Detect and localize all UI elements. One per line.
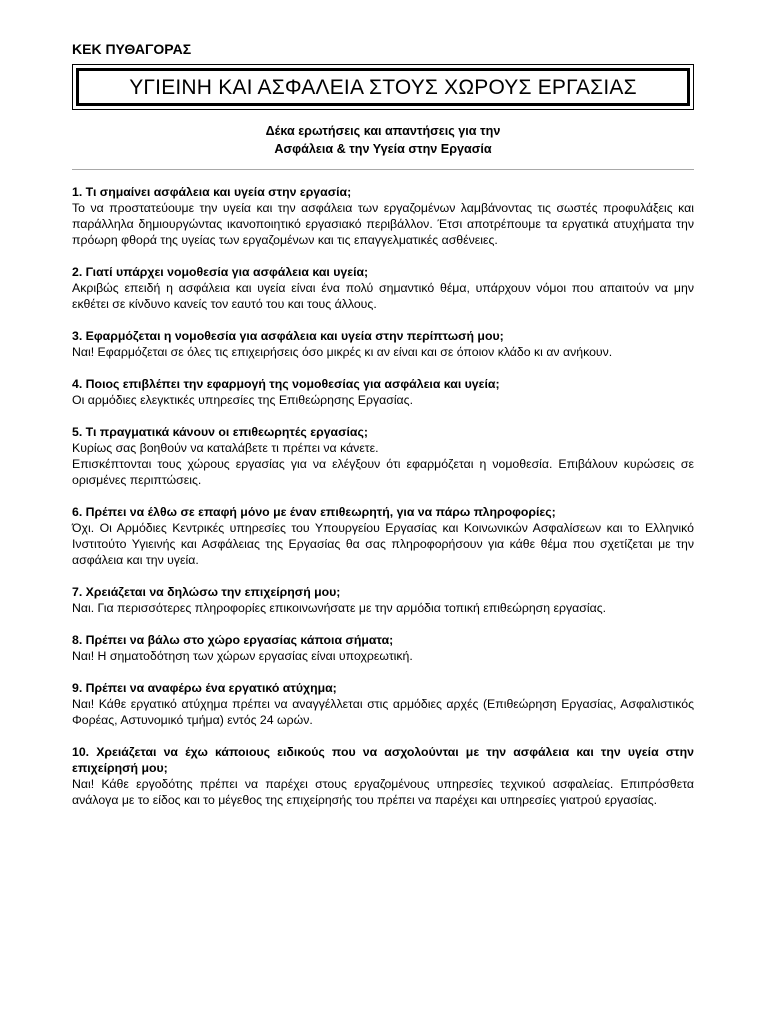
qa-item xyxy=(72,680,694,728)
question: 1. Τι σημαίνει ασφάλεια και υγεία στην εργασία; xyxy=(72,185,352,199)
subtitle-line-1: Δέκα ερωτήσεις και απαντήσεις για την xyxy=(265,124,501,138)
qa-item xyxy=(72,424,694,488)
qa-item xyxy=(72,184,694,248)
question: 3. Εφαρμόζεται η νομοθεσία για ασφάλεια και υγεία στην περίπτωσή μου; xyxy=(72,329,504,343)
answer: Ναι! Κάθε εργοδότης πρέπει να παρέχει στους εργαζομένους υπηρεσίες τεχνικού ασφαλείας. Επιπρόσθετα ανάλογα με το είδος και το μέγεθος της επιχείρησής του πρέπει να παρέχει και υπηρεσίες γιατρού εργασίας. xyxy=(72,777,694,807)
question: 10. Χρειάζεται να έχω κάποιους ειδικούς που να ασχολούνται με την ασφάλεια και την υγεία στην επιχείρησή μου; xyxy=(72,745,694,775)
qa-item xyxy=(72,504,694,568)
subtitle xyxy=(72,122,694,158)
answer: Οι αρμόδιες ελεγκτικές υπηρεσίες της Επιθεώρησης Εργασίας. xyxy=(72,393,413,407)
answer: Ναι! Κάθε εργατικό ατύχημα πρέπει να αναγγέλλεται στις αρμόδιες αρχές (Επιθεώρηση Εργασίας, Ασφαλιστικός Φορέας, Αστυνομικό τμήμα) εντός 24 ωρών. xyxy=(72,697,694,727)
answer: Ακριβώς επειδή η ασφάλεια και υγεία είναι ένα πολύ σημαντικό θέμα, υπάρχουν νόμοι που απαιτούν να μην εκθέτει σε κίνδυνο κανείς τον εαυτό του και τους άλλους. xyxy=(72,281,694,311)
qa-item xyxy=(72,264,694,312)
question: 9. Πρέπει να αναφέρω ένα εργατικό ατύχημα; xyxy=(72,681,337,695)
title-box xyxy=(72,64,694,110)
answer: Ναι. Για περισσότερες πληροφορίες επικοινωνήσατε με την αρμόδια τοπική επιθεώρηση εργασίας. xyxy=(72,601,607,615)
section-divider xyxy=(72,169,694,170)
question: 7. Χρειάζεται να δηλώσω την επιχείρησή μου; xyxy=(72,585,341,599)
question: 8. Πρέπει να βάλω στο χώρο εργασίας κάποια σήματα; xyxy=(72,633,394,647)
question: 4. Ποιος επιβλέπει την εφαρμογή της νομοθεσίας για ασφάλεια και υγεία; xyxy=(72,377,500,391)
answer: Όχι. Οι Αρμόδιες Κεντρικές υπηρεσίες του Υπουργείου Εργασίας και Κοινωνικών Ασφαλίσεων και το Ελληνικό Ινστιτούτο Υγιεινής και Ασφάλειας της Εργασίας θα σας πληροφορήσουν για κάθε θέμα που σχετίζεται με την ασφάλεια και την υγεία. xyxy=(72,521,694,567)
page-content xyxy=(72,40,694,824)
answer: Ναι! Εφαρμόζεται σε όλες τις επιχειρήσεις όσο μικρές κι αν είναι και σε όποιον κλάδο κι αν ανήκουν. xyxy=(72,345,613,359)
subtitle-line-2: Ασφάλεια & την Υγεία στην Εργασία xyxy=(274,142,492,156)
question: 5. Τι πραγματικά κάνουν οι επιθεωρητές εργασίας; xyxy=(72,425,368,439)
answer: Το να προστατεύουμε την υγεία και την ασφάλεια των εργαζομένων λαμβάνοντας τις σωστές προφυλάξεις και παράλληλα δημιουργώντας ικανοποιητικό εργασιακό περιβάλλον. Έτσι αποτρέπουμε τα εργατικά ατυχήματα την πρόωρη φθορά της υγείας των εργαζομένων και τις επαγγελματικές ασθένειες. xyxy=(72,201,694,247)
qa-item xyxy=(72,584,694,616)
qa-list xyxy=(72,184,694,808)
answer: Ναι! Η σηματοδότηση των χώρων εργασίας είναι υποχρεωτική. xyxy=(72,649,413,663)
question: 6. Πρέπει να έλθω σε επαφή μόνο με έναν επιθεωρητή, για να πάρω πληροφορίες; xyxy=(72,505,556,519)
qa-item xyxy=(72,632,694,664)
answer: Επισκέπτονται τους χώρους εργασίας για να ελέγξουν ότι εφαρμόζεται η νομοθεσία. Επιβάλουν κυρώσεις σε ορισμένες περιπτώσεις. xyxy=(72,457,694,487)
qa-item xyxy=(72,744,694,808)
qa-item xyxy=(72,376,694,408)
question: 2. Γιατί υπάρχει νομοθεσία για ασφάλεια και υγεία; xyxy=(72,265,369,279)
organization-name: ΚΕΚ ΠΥΘΑΓΟΡΑΣ xyxy=(72,41,192,57)
answer: Κυρίως σας βοηθούν να καταλάβετε τι πρέπει να κάνετε. xyxy=(72,441,379,455)
document-title: ΥΓΙΕΙΝΗ ΚΑΙ ΑΣΦΑΛΕΙΑ ΣΤΟΥΣ ΧΩΡΟΥΣ ΕΡΓΑΣΙΑΣ xyxy=(76,68,690,106)
qa-item xyxy=(72,328,694,360)
